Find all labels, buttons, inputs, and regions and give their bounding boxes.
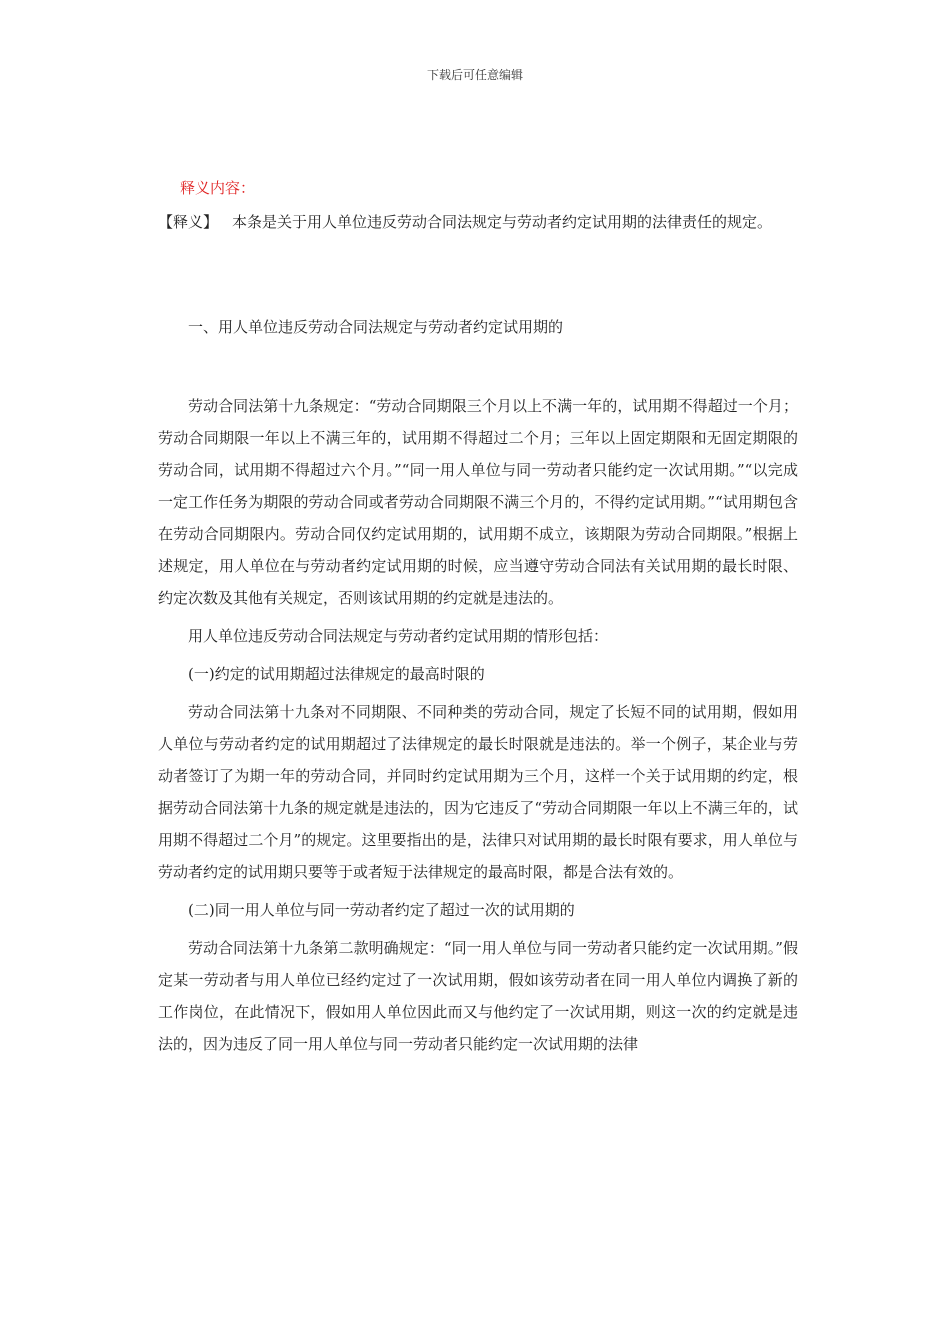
paragraph: 劳动合同法第十九条第二款明确规定：“同一用人单位与同一劳动者只能约定一次试用期。”假定某一劳动者与用人单位已经约定过了一次试用期，假如该劳动者在同一用人单位内调换了新的工作岗位，在此情况下，假如用人单位因此而又与他约定了一次试用期，则这一次的约定就是违法的，因为违反了同一用人单位与同一劳动者只能约定一次试用期的法律 <box>158 939 798 1053</box>
interpretation-tag: 【释义】 <box>158 213 219 231</box>
paragraph: 用人单位违反劳动合同法规定与劳动者约定试用期的情形包括： <box>188 627 609 645</box>
section-heading: 一、用人单位违反劳动合同法规定与劳动者约定试用期的 <box>188 318 564 336</box>
subheading: (二)同一用人单位与同一劳动者约定了超过一次的试用期的 <box>188 901 575 919</box>
section-label: 释义内容： <box>180 179 256 197</box>
page-header: 下载后可任意编辑 <box>426 68 523 82</box>
interpretation-text: 本条是关于用人单位违反劳动合同法规定与劳动者约定试用期的法律责任的规定。 <box>232 213 773 231</box>
paragraph: 劳动合同法第十九条规定：“劳动合同期限三个月以上不满一年的，试用期不得超过一个月；劳动合同期限一年以上不满三年的，试用期不得超过二个月；三年以上固定期限和无固定期限的劳动合同，试用期不得超过六个月。”“同一用人单位与同一劳动者只能约定一次试用期。”“以完成一定工作任务为期限的劳动合同或者劳动合同期限不满三个月的，不得约定试用期。”“试用期包含在劳动合同期限内。劳动合同仅约定试用期的，试用期不成立，该期限为劳动合同期限。”根据上述规定，用人单位在与劳动者约定试用期的时候，应当遵守劳动合同法有关试用期的最长时限、约定次数及其他有关规定，否则该试用期的约定就是违法的。 <box>158 397 798 607</box>
interpretation-paragraph <box>158 206 798 238</box>
paragraph: 劳动合同法第十九条对不同期限、不同种类的劳动合同，规定了长短不同的试用期，假如用人单位与劳动者约定的试用期超过了法律规定的最长时限就是违法的。举一个例子，某企业与劳动者签订了为期一年的劳动合同，并同时约定试用期为三个月，这样一个关于试用期的约定，根据劳动合同法第十九条的规定就是违法的，因为它违反了“劳动合同期限一年以上不满三年的，试用期不得超过二个月”的规定。这里要指出的是，法律只对试用期的最长时限有要求，用人单位与劳动者约定的试用期只要等于或者短于法律规定的最高时限，都是合法有效的。 <box>158 703 798 881</box>
subheading: (一)约定的试用期超过法律规定的最高时限的 <box>188 665 485 683</box>
main-body <box>158 390 798 1060</box>
